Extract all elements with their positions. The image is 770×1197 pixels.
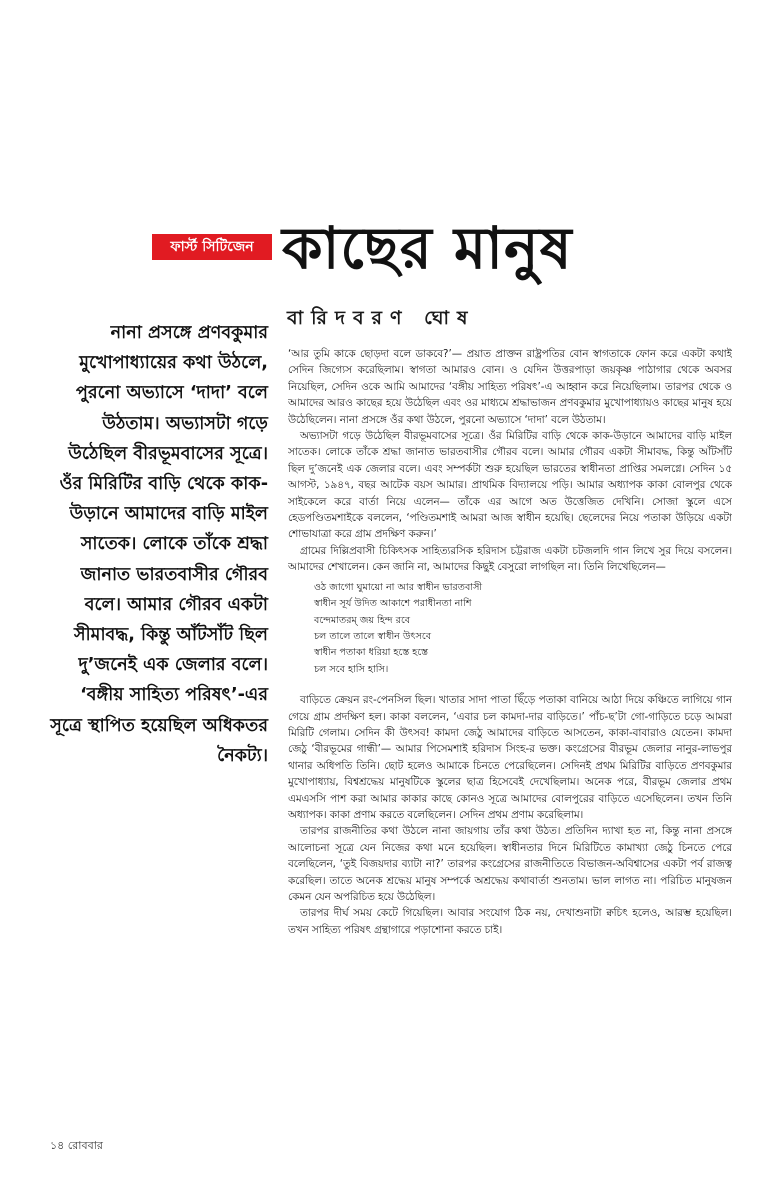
- article-paragraph: ‘আর তুমি কাকে ছোড়দা বলে ডাকবে?’— প্রয়াত প্রাক্তন রাষ্ট্রপতির বোন স্বাগতাকে ফোন করে একটা কথাই সেদিন জিগ্যেস করেছিলাম। স্বাগতা আমারও বোন। ও যেদিন উত্তরপাড়া জয়কৃষ্ণ পাঠাগার থেকে অবসর নিয়েছিল, সেদিন ওকে আমি আমাদের ‘বঙ্গীয় সাহিত্য পরিষৎ’-এ আহ্বান করে নিয়েছিলাম। তারপর থেকে ও আমাদের আরও কাছের হয়ে উঠেছিল এবং ওর মাধ্যমে শ্রদ্ধাভাজন প্রণবকুমার মুখোপাধ্যায়ও কাছের মানুষ হয়ে উঠেছিলেন। নানা প্রসঙ্গে ওঁর কথা উঠলে, পুরনো অভ্যাসে ‘দাদা’ বলে উঠতাম।: [288, 348, 732, 426]
- lyric-line: স্বাধীন পতাকা ধরিয়া হস্তে হস্তে: [314, 647, 429, 659]
- pull-quote: নানা প্রসঙ্গে প্রণবকুমার মুখোপাধ্যায়ের কথা উঠলে, পুরনো অভ্যাসে ‘দাদা’ বলে উঠতাম। অভ্যাসটা গড়ে উঠেছিল বীরভূমবাসের সূত্রে। ওঁর মিরিটির বাড়ি থেকে কাক-উড়ানে আমাদের বাড়ি মাইল সাতেক। লোকে তাঁকে শ্রদ্ধা জানাত ভারতবাসীর গৌরব বলে। আমার গৌরব একটা সীমাবদ্ধ, কিন্তু আঁটসাঁট ছিল দু’জনেই এক জেলার বলে। ‘বঙ্গীয় সাহিত্য পরিষৎ’-এর সূত্রে স্থাপিত হয়েছিল অধিকতর নৈকট্য।: [50, 323, 268, 766]
- lyric-line: বন্দেমাতরম্ জয় হিন্দ রবে: [314, 614, 411, 626]
- section-tag: ফার্স্ট সিটিজেন: [152, 234, 272, 260]
- page-title: কাছের মানুষ: [282, 214, 573, 282]
- page-footer: [50, 1138, 250, 1154]
- article-paragraph: তারপর রাজনীতির কথা উঠলে নানা জায়গায় তাঁর কথা উঠত। প্রতিদিন দ্যাখা হত না, কিন্তু নানা প্রসঙ্গে আলোচনা সূত্রে যেন নিজের কথা মনে হয়েছিল। স্বাধীনতার দিনে মিরিটিতে কামাখ্যা জেঠু চিনতে পেরে বলেছিলেন, ‘তুই বিজয়দার ব্যাটা না?’ তারপর কংগ্রেসের রাজনীতিতে বিভাজন-অবিশ্বাসের একটা পর্ব রাজত্ব করেছিল। তাতে অনেক শ্রদ্ধেয় মানুষ সম্পর্কে অশ্রদ্ধেয় কথাবার্তা শুনতাম। ভাল লাগত না। পরিচিত মানুষজন কেমন যেন অপরিচিত হয়ে উঠেছিল।: [288, 825, 732, 903]
- author-byline: বারিদবরণ ঘোষ: [287, 307, 476, 329]
- publication-name: রোববার: [67, 1139, 103, 1152]
- lyric-line: চল তালে তালে স্বাধীন উৎসবে: [314, 630, 432, 642]
- article-paragraph: বাড়িতে ক্রেয়ন রং-পেনসিল ছিল। খাতার সাদা পাতা ছিঁড়ে পতাকা বানিয়ে আঠা দিয়ে কঞ্চিতে লাগিয়ে গান গেয়ে গ্রাম প্রদক্ষিণ হল। কাকা বললেন, ‘এবার চল কামদা-দার বাড়িতে।’ পাঁচ-ছ’টা গো-গাড়িতে চড়ে আমরা মিরিটি গেলাম। সেদিন কী উৎসব! কামদা জেঠু আমাদের বাড়িতে আসতেন, কাকা-বাবারাও যেতেন। কামদা জেঠু ‘বীরভূমের গান্ধী’— আমার পিসেমশাই হরিদাস সিংহ-র ভক্ত। কংগ্রেসের বীরভূম জেলার নানুর-লাভপুর থানার অধিপতি তিনি। ছোট হলেও আমাকে চিনতে পেরেছিলেন। সেদিনই প্রথম মিরিটির বাড়িতে প্রণবকুমার মুখোপাধ্যায়, বিশ্বশ্রদ্ধেয় মানুষটিকে স্কুলের ছাত্র হিসেবেই দেখেছিলাম। অনেক পরে, বীরভূম জেলার প্রথম এমএসসি পাশ করা আমার কাকার কাছে কোনও সূত্রে আমাদের বোলপুরের বাড়িতে এসেছিলেন। তখন তিনি অধ্যাপক। কাকা প্রণাম করতে বলেছিলেন। সেদিন প্রথম প্রণাম করেছিলাম।: [288, 694, 732, 821]
- page-number: ১৪: [50, 1139, 65, 1152]
- song-lyrics: [314, 580, 732, 678]
- lyric-line: চল সবে হাসি হাসি।: [314, 663, 389, 675]
- lyric-line: স্বাধীন সূর্য উদিত আকাশে পরাধীনতা নাশি: [314, 598, 472, 610]
- article-paragraph: তারপর দীর্ঘ সময় কেটে গিয়েছিল। আবার সংযোগ ঠিক নয়, দেখাশুনাটা ক্বচিৎ হলেও, আরম্ভ হয়েছিল। তখন সাহিত্য পরিষৎ গ্রন্থাগারে পড়াশোনা করতে চাই।: [288, 907, 732, 936]
- lyric-line: ওঠ জাগো ঘুমায়ো না আর স্বাধীন ভারতবাসী: [314, 581, 483, 593]
- article-paragraph: অভ্যাসটা গড়ে উঠেছিল বীরভূমবাসের সূত্রে। ওঁর মিরিটির বাড়ি থেকে কাক-উড়ানে আমাদের বাড়ি মাইল সাতেক। লোকে তাঁকে শ্রদ্ধা জানাত ভারতবাসীর গৌরব বলে। আমার গৌরব একটা সীমাবদ্ধ, কিন্তু আঁটসাঁট ছিল দু’জনেই এক জেলার বলে। এবং সম্পর্কটা শুরু হয়েছিল ভারতের স্বাধীনতা প্রাপ্তির সমলগ্নে। সেদিন ১৫ আগস্ট, ১৯৪৭, বছর আটেক বয়স আমার। প্রাথমিক বিদ্যালয়ে পড়ি। আমার অধ্যাপক কাকা বোলপুর থেকে সাইকেলে করে বার্তা নিয়ে এলেন— তাঁকে এর আগে অত উত্তেজিত দেখিনি। সোজা স্কুলে এসে হেডপণ্ডিতমশাইকে বললেন, ‘পণ্ডিতমশাই আমরা আজ স্বাধীন হয়েছি। ছেলেদের নিয়ে পতাকা উড়িয়ে একটা শোভাযাত্রা করে গ্রাম প্রদক্ষিণ করুন।’: [288, 430, 732, 541]
- article-paragraph: গ্রামের দিল্লিপ্রবাসী চিকিৎসক সাহিত্যরসিক হরিদাস চট্টরাজ একটা চটজলদি গান লিখে সুর দিয়ে বসলেন। আমাদের শেখালেন। কেন জানি না, আমাদের কিছুই বেসুরো লাগছিল না। তিনি লিখেছিলেন—: [288, 544, 732, 574]
- article-body: [288, 346, 732, 1126]
